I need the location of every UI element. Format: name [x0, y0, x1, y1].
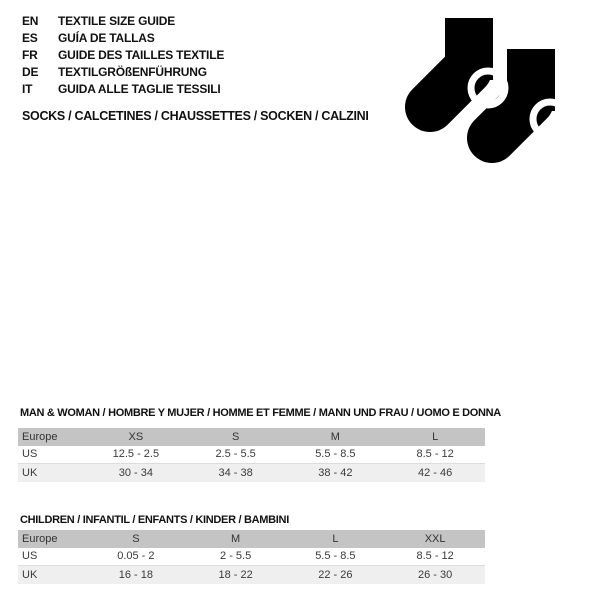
row-label: US — [22, 448, 38, 460]
language-code: IT — [22, 82, 33, 96]
language-row — [22, 13, 224, 30]
column-header-size: M — [330, 431, 340, 443]
column-header-region: Europe — [22, 431, 58, 443]
table-header-row — [18, 428, 485, 446]
size-value: 12.5 - 2.5 — [112, 448, 160, 460]
table-row-uk — [18, 464, 485, 482]
language-code: ES — [22, 31, 38, 45]
column-header-size: S — [231, 431, 240, 443]
row-label: UK — [22, 569, 38, 581]
language-row — [22, 81, 224, 98]
language-label: TEXTILGRÖßENFÜHRUNG — [58, 65, 207, 79]
table-title-adult: MAN & WOMAN / HOMBRE Y MUJER / HOMME ET FEMME / MANN UND FRAU / UOMO E DONNA — [20, 407, 501, 419]
size-value: 22 - 26 — [318, 569, 353, 581]
size-value: 2.5 - 5.5 — [215, 448, 256, 460]
category-heading: SOCKS / CALCETINES / CHAUSSETTES / SOCKEN / CALZINI — [22, 109, 369, 123]
language-label: GUIDA ALLE TAGLIE TESSILI — [58, 82, 221, 96]
row-label: UK — [22, 467, 38, 479]
language-label: GUIDE DES TAILLES TEXTILE — [58, 48, 225, 62]
column-header-size: M — [231, 533, 241, 545]
language-row — [22, 47, 224, 64]
language-label: GUÍA DE TALLAS — [58, 31, 155, 45]
table-row-us — [18, 548, 485, 566]
size-table-adult — [18, 428, 485, 482]
size-value: 38 - 42 — [318, 467, 353, 479]
size-table-children — [18, 530, 485, 584]
language-code: DE — [22, 65, 39, 79]
column-header-size: XXL — [424, 533, 446, 545]
size-value: 2 - 5.5 — [220, 550, 252, 562]
size-value: 16 - 18 — [118, 569, 153, 581]
table-title-children: CHILDREN / INFANTIL / ENFANTS / KINDER / BAMBINI — [20, 514, 289, 526]
column-header-region: Europe — [22, 533, 58, 545]
size-value: 5.5 - 8.5 — [315, 448, 356, 460]
table-row-us — [18, 446, 485, 464]
language-label: TEXTILE SIZE GUIDE — [58, 14, 176, 28]
size-value: 26 - 30 — [418, 569, 453, 581]
size-value: 18 - 22 — [218, 569, 253, 581]
column-header-size: XS — [128, 431, 144, 443]
language-row — [22, 30, 224, 47]
size-value: 8.5 - 12 — [416, 448, 454, 460]
size-value: 0.05 - 2 — [117, 550, 155, 562]
language-code: EN — [22, 14, 39, 28]
column-header-size: L — [432, 431, 439, 443]
size-value: 30 - 34 — [118, 467, 153, 479]
column-header-size: L — [332, 533, 339, 545]
column-header-size: S — [132, 533, 140, 545]
language-row — [22, 64, 224, 81]
table-header-row — [18, 530, 485, 548]
size-value: 8.5 - 12 — [416, 550, 454, 562]
socks-icon — [403, 6, 575, 186]
size-value: 5.5 - 8.5 — [315, 550, 356, 562]
language-code: FR — [22, 48, 38, 62]
size-value: 34 - 38 — [218, 467, 253, 479]
size-value: 42 - 46 — [418, 467, 453, 479]
row-label: US — [22, 550, 38, 562]
table-row-uk — [18, 566, 485, 584]
language-list — [22, 13, 224, 98]
